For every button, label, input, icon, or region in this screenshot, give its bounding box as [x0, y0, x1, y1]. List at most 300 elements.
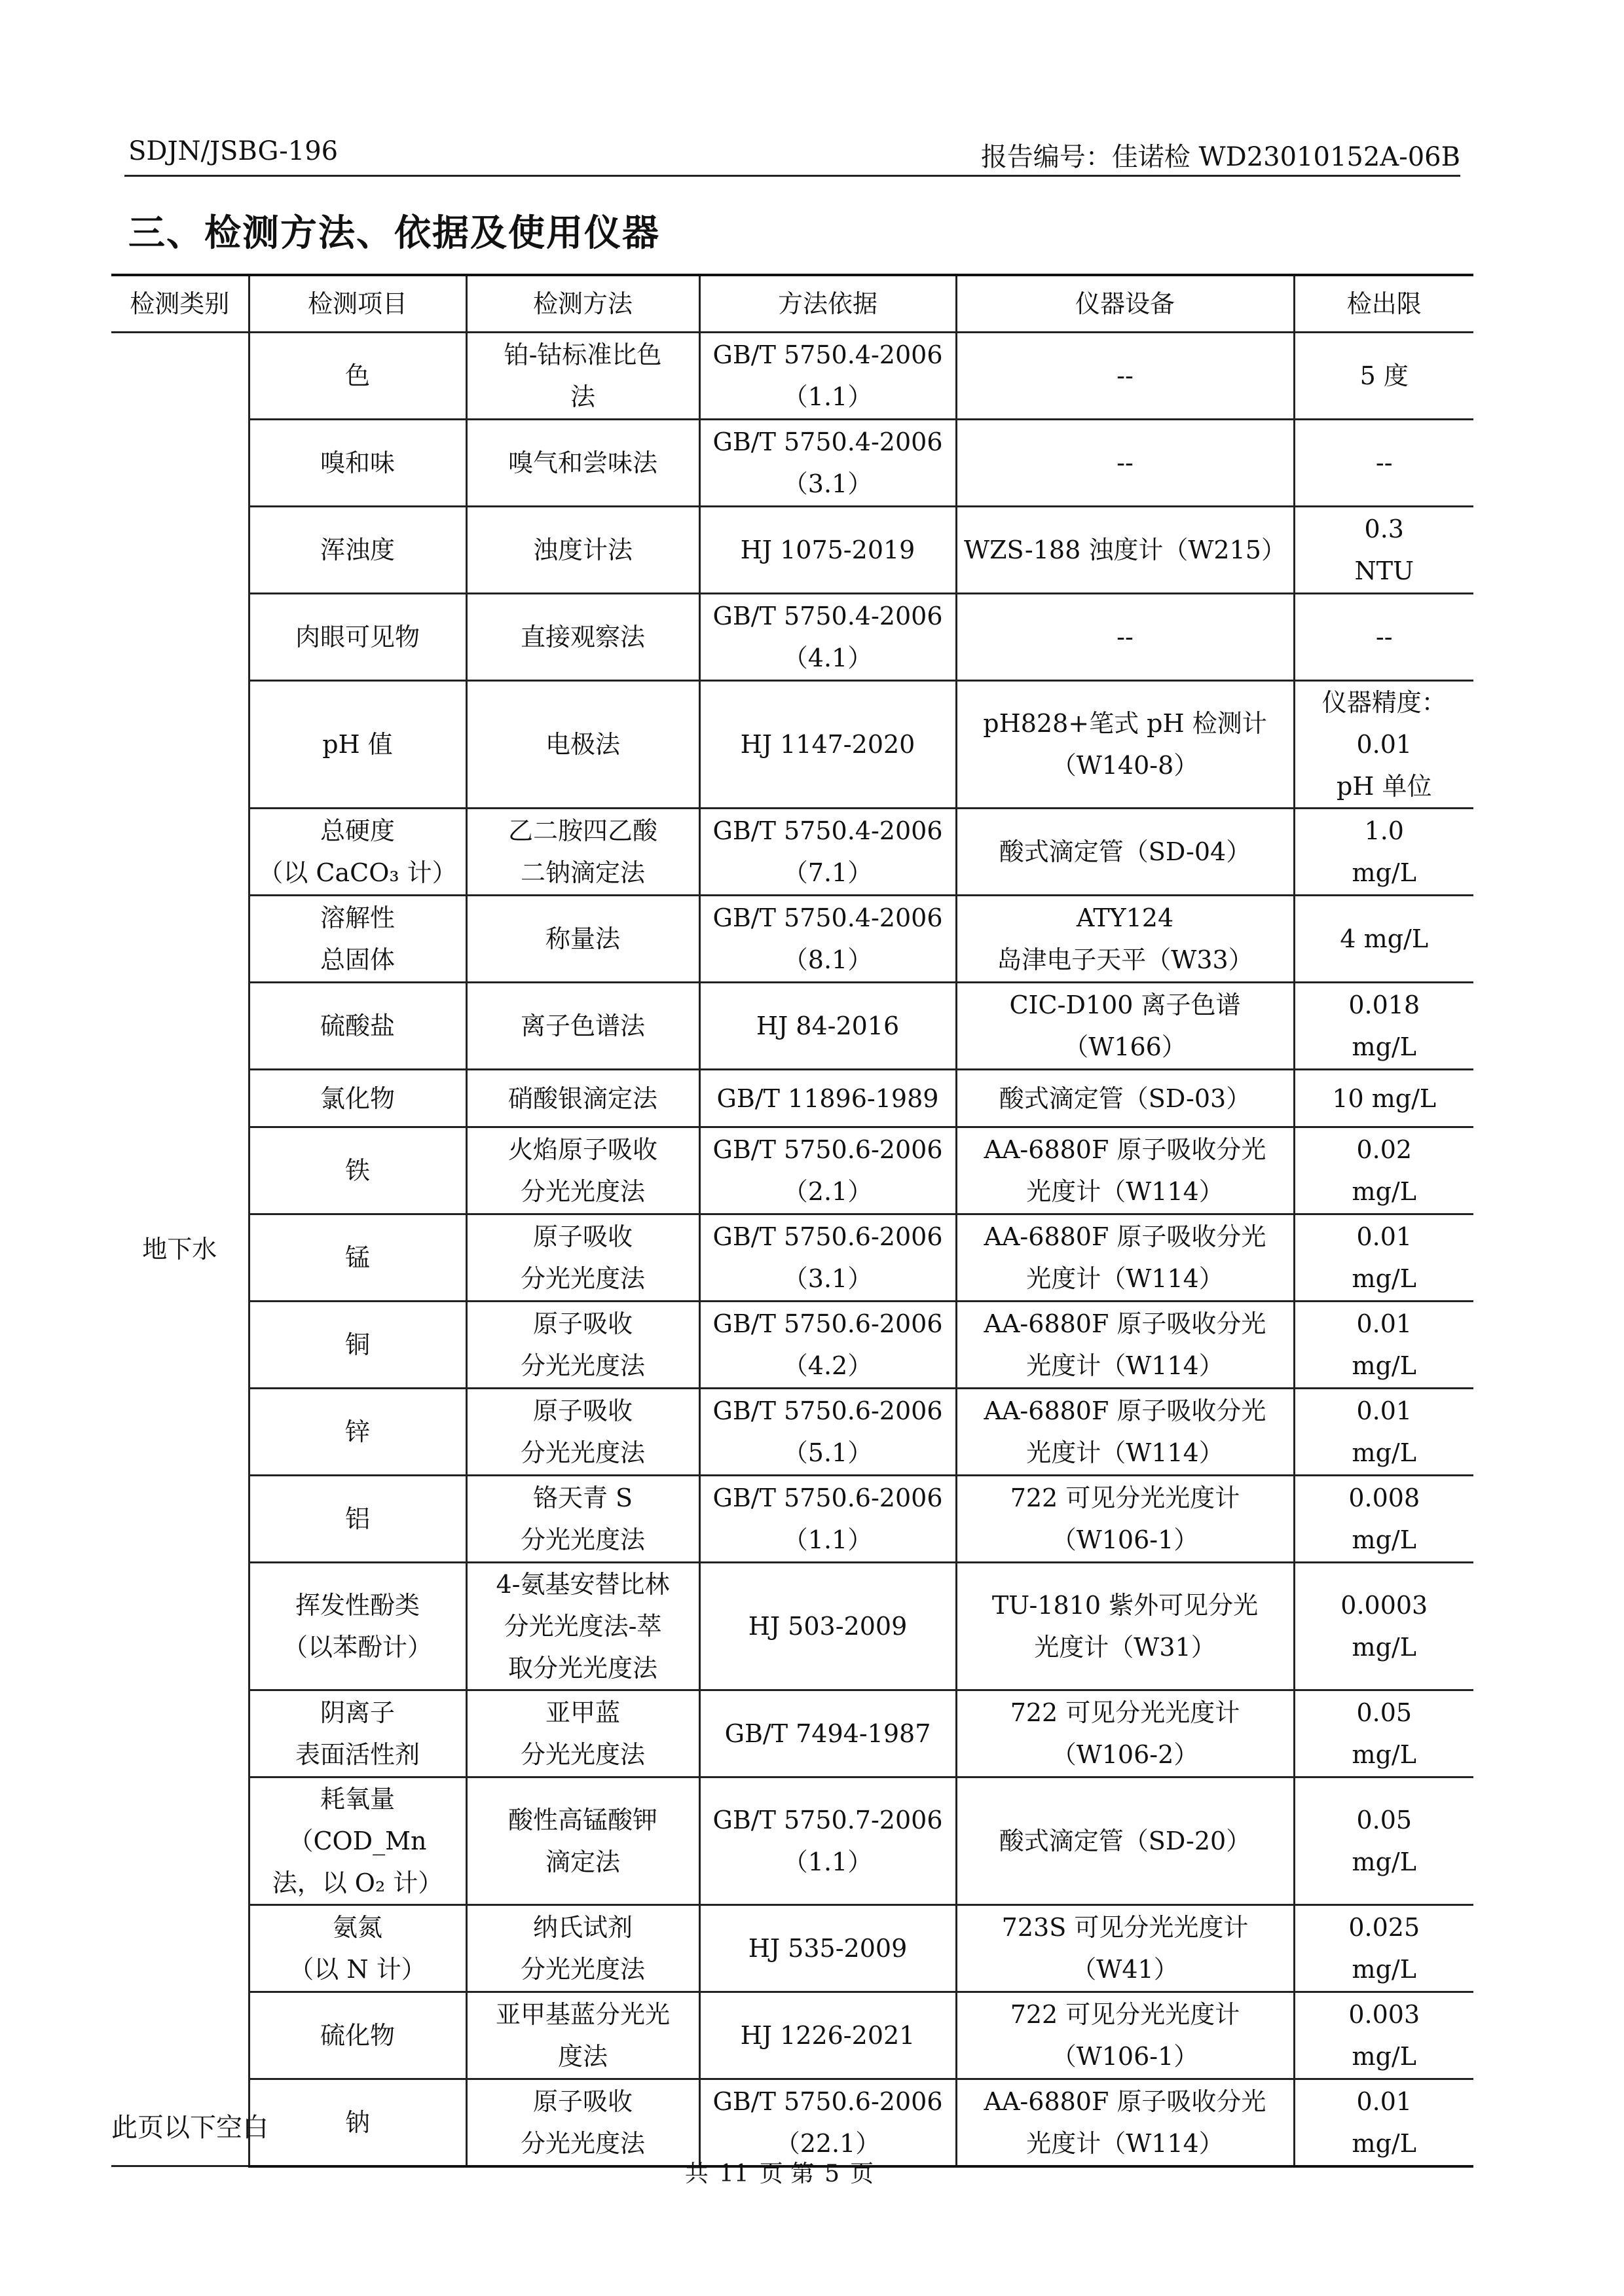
basis-cell-line: GB/T 5750.6-2006 [712, 1309, 943, 1338]
basis-cell [699, 1905, 956, 1992]
table-row [111, 809, 1473, 896]
limit-cell-line: mg/L [1352, 1032, 1416, 1061]
instrument-cell-line: WZS-188 浊度计（W215） [964, 536, 1286, 564]
instrument-cell [956, 1905, 1294, 1992]
method-cell-line: 分光光度法 [520, 1740, 645, 1769]
category-cell: 地下水 [111, 333, 249, 2166]
method-cell [466, 983, 699, 1070]
method-cell [466, 1070, 699, 1127]
method-cell-line: 直接观察法 [520, 623, 645, 651]
item-cell [249, 1777, 466, 1905]
limit-cell-line: mg/L [1352, 2128, 1416, 2158]
limit-cell-line: 0.01 [1356, 730, 1412, 759]
method-cell [466, 1214, 699, 1302]
item-cell [249, 1992, 466, 2079]
item-cell [249, 420, 466, 507]
page-total: 11 [718, 2160, 749, 2187]
method-cell-line: 法 [570, 382, 595, 411]
method-cell-line: 分光光度法 [520, 2128, 645, 2158]
instrument-cell-line: （W106-1） [1051, 2042, 1199, 2071]
basis-cell-line: （3.1） [783, 469, 873, 498]
item-cell-line: 硫酸盐 [320, 1011, 395, 1040]
item-cell-line: 浑浊度 [320, 536, 395, 564]
instrument-cell [956, 1690, 1294, 1777]
table-row [111, 681, 1473, 809]
method-cell-line: 电极法 [545, 730, 620, 759]
table-row [111, 1476, 1473, 1563]
method-cell [466, 1777, 699, 1905]
report-number: 报告编号：佳诺检 WD23010152A-06B [980, 142, 1460, 172]
method-cell [466, 1690, 699, 1777]
limit-cell-line: 10 mg/L [1332, 1084, 1437, 1113]
instrument-cell [956, 1563, 1294, 1690]
item-cell [249, 681, 466, 809]
basis-cell [699, 1302, 956, 1389]
basis-cell-line: （1.1） [783, 1525, 873, 1554]
basis-cell [699, 983, 956, 1070]
basis-cell [699, 594, 956, 681]
basis-cell-line: HJ 535-2009 [748, 1934, 908, 1963]
instrument-cell [956, 2079, 1294, 2166]
limit-cell-line: mg/L [1352, 858, 1416, 887]
basis-cell-line: HJ 84-2016 [756, 1011, 900, 1040]
instrument-cell [956, 333, 1294, 420]
instrument-cell [956, 1302, 1294, 1389]
instrument-cell-line: AA-6880F 原子吸收分光 [984, 1222, 1266, 1251]
instrument-cell-line: 光度计（W114） [1026, 1351, 1224, 1380]
method-cell [466, 507, 699, 594]
method-cell [466, 594, 699, 681]
instrument-cell [956, 1127, 1294, 1214]
limit-cell-line: -- [1375, 623, 1393, 651]
method-cell [466, 1389, 699, 1476]
limit-cell-line: 0.02 [1356, 1135, 1412, 1164]
method-cell [466, 1302, 699, 1389]
method-cell-line: 称量法 [545, 924, 620, 953]
limit-cell-line: 0.01 [1356, 1222, 1412, 1251]
basis-cell-line: GB/T 5750.6-2006 [712, 1396, 943, 1425]
instrument-cell-line: 酸式滴定管（SD-04） [999, 837, 1251, 866]
instrument-cell-line: 光度计（W114） [1026, 2128, 1224, 2158]
instrument-cell-line: 酸式滴定管（SD-20） [999, 1827, 1251, 1855]
item-cell-line: 总固体 [320, 945, 395, 974]
basis-cell-line: GB/T 5750.6-2006 [712, 1484, 943, 1512]
basis-cell [699, 681, 956, 809]
method-cell-line: 铂-钴标准比色 [504, 340, 662, 369]
limit-cell [1294, 1389, 1473, 1476]
blank-below-note: 此页以下空白 [111, 2113, 268, 2143]
basis-cell-line: GB/T 5750.6-2006 [712, 2086, 943, 2116]
instrument-cell [956, 1777, 1294, 1905]
limit-cell-line: -- [1375, 448, 1393, 477]
column-header: 方法依据 [699, 275, 956, 333]
basis-cell [699, 420, 956, 507]
method-cell-line: 乙二胺四乙酸 [507, 816, 657, 845]
item-cell-line: 肉眼可见物 [295, 623, 420, 651]
method-cell-line: 度法 [557, 2042, 608, 2071]
basis-cell-line: GB/T 7494-1987 [724, 1719, 931, 1748]
limit-cell [1294, 507, 1473, 594]
limit-cell-line: 0.05 [1356, 1806, 1412, 1834]
document-code: SDJN/JSBG-196 [128, 136, 339, 166]
item-cell [249, 809, 466, 896]
method-cell-line: 分光光度法 [520, 1177, 645, 1206]
basis-cell-line: （4.1） [783, 644, 873, 672]
instrument-cell-line: （W106-2） [1051, 1740, 1199, 1769]
instrument-cell-line: 光度计（W114） [1026, 1264, 1224, 1293]
limit-cell-line: mg/L [1352, 1955, 1416, 1984]
item-cell [249, 896, 466, 983]
basis-cell [699, 333, 956, 420]
instrument-cell [956, 896, 1294, 983]
basis-cell-line: HJ 1075-2019 [740, 536, 915, 564]
basis-cell [699, 507, 956, 594]
method-cell-line: 分光光度法 [520, 1264, 645, 1293]
basis-cell [699, 896, 956, 983]
item-cell-line: 铁 [344, 1156, 370, 1185]
page-mid-label: 页 第 [759, 2160, 815, 2187]
item-cell [249, 594, 466, 681]
item-cell [249, 507, 466, 594]
basis-cell-line: （4.2） [783, 1351, 873, 1380]
basis-cell-line: （1.1） [783, 382, 873, 411]
limit-cell-line: mg/L [1352, 1177, 1416, 1206]
item-cell-line: 溶解性 [320, 903, 395, 932]
method-cell [466, 896, 699, 983]
method-cell [466, 420, 699, 507]
item-cell-line: 嗅和味 [320, 448, 395, 477]
limit-cell-line: 0.003 [1348, 2000, 1420, 2029]
basis-cell-line: HJ 1226-2021 [740, 2021, 915, 2050]
basis-cell-line: GB/T 5750.6-2006 [712, 1135, 943, 1164]
limit-cell [1294, 681, 1473, 809]
instrument-cell [956, 1476, 1294, 1563]
instrument-cell-line: （W166） [1063, 1032, 1187, 1061]
limit-cell-line: NTU [1354, 556, 1414, 585]
instrument-cell-line: 岛津电子天平（W33） [997, 945, 1253, 974]
instrument-cell-line: pH828+笔式 pH 检测计 [983, 709, 1267, 738]
limit-cell-line: 0.01 [1356, 2086, 1412, 2116]
method-cell-line: 分光光度法 [520, 1955, 645, 1984]
limit-cell [1294, 896, 1473, 983]
limit-cell-line: 0.0003 [1340, 1591, 1428, 1620]
table-row [111, 1563, 1473, 1690]
instrument-cell [956, 1389, 1294, 1476]
basis-cell [699, 1070, 956, 1127]
limit-cell-line: mg/L [1352, 1264, 1416, 1293]
instrument-cell [956, 1214, 1294, 1302]
instrument-cell-line: （W41） [1071, 1955, 1179, 1984]
page-number [0, 2155, 1559, 2189]
item-cell [249, 1214, 466, 1302]
column-header: 检出限 [1294, 275, 1473, 333]
instrument-cell-line: 光度计（W114） [1026, 1438, 1224, 1467]
limit-cell [1294, 594, 1473, 681]
item-cell-line: 耗氧量（COD_Mn [288, 1785, 427, 1855]
instrument-cell [956, 1992, 1294, 2079]
table-row [111, 1777, 1473, 1905]
item-cell-line: （以 N 计） [289, 1955, 426, 1984]
basis-cell-line: GB/T 5750.4-2006 [712, 602, 943, 630]
method-cell-line: 4-氨基安替比林 [496, 1570, 670, 1599]
limit-cell-line: 0.018 [1348, 991, 1420, 1019]
item-cell-line: 氨氮 [332, 1913, 382, 1942]
table-row [111, 2079, 1473, 2166]
item-cell-line: 铜 [344, 1330, 370, 1359]
limit-cell [1294, 1690, 1473, 1777]
basis-cell [699, 809, 956, 896]
method-cell-line: 火焰原子吸收 [507, 1135, 657, 1164]
item-cell-line: 表面活性剂 [295, 1740, 420, 1769]
page-current: 5 [824, 2160, 840, 2187]
basis-cell-line: （5.1） [783, 1438, 873, 1467]
basis-cell-line: （3.1） [783, 1264, 873, 1293]
item-cell-line: 色 [344, 361, 370, 390]
basis-cell-line: （22.1） [775, 2128, 881, 2158]
basis-cell-line: GB/T 5750.4-2006 [712, 340, 943, 369]
basis-cell-line: GB/T 5750.7-2006 [712, 1806, 943, 1834]
basis-cell-line: （2.1） [783, 1177, 873, 1206]
method-cell-line: 浊度计法 [532, 536, 633, 564]
item-cell-line: 阴离子 [320, 1698, 395, 1727]
method-cell [466, 1992, 699, 2079]
limit-cell-line: mg/L [1352, 1848, 1416, 1876]
limit-cell-line: 0.01 [1356, 1396, 1412, 1425]
item-cell [249, 1563, 466, 1690]
table-row [111, 1690, 1473, 1777]
limit-cell [1294, 1992, 1473, 2079]
basis-cell [699, 1992, 956, 2079]
basis-cell [699, 1563, 956, 1690]
limit-cell-line: 0.025 [1348, 1913, 1420, 1942]
instrument-cell-line: 722 可见分光光度计 [1010, 1484, 1240, 1512]
instrument-cell-line: CIC-D100 离子色谱 [1009, 991, 1241, 1019]
instrument-cell-line: 酸式滴定管（SD-03） [999, 1084, 1251, 1113]
methods-table [111, 274, 1473, 2168]
method-cell-line: 分光光度法 [520, 1525, 645, 1554]
limit-cell-line: pH 单位 [1336, 772, 1432, 801]
instrument-cell-line: AA-6880F 原子吸收分光 [984, 2086, 1266, 2116]
limit-cell-line: 1.0 [1364, 816, 1404, 845]
method-cell [466, 1476, 699, 1563]
table-row [111, 594, 1473, 681]
table-row [111, 507, 1473, 594]
page-total-label: 共 [684, 2160, 709, 2187]
table-row [111, 1214, 1473, 1302]
basis-cell-line: GB/T 5750.4-2006 [712, 816, 943, 845]
item-cell [249, 1905, 466, 1992]
limit-cell-line: 仪器精度： [1321, 688, 1447, 717]
method-cell-line: 分光光度法-萃 [504, 1612, 662, 1641]
instrument-cell-line: AA-6880F 原子吸收分光 [984, 1396, 1266, 1425]
limit-cell-line: mg/L [1352, 1740, 1416, 1769]
item-cell-line: 硫化物 [320, 2021, 395, 2050]
method-cell-line: 二钠滴定法 [520, 858, 645, 887]
basis-cell-line: GB/T 11896-1989 [716, 1084, 939, 1113]
method-cell-line: 原子吸收 [532, 2086, 633, 2116]
limit-cell-line: 0.05 [1356, 1698, 1412, 1727]
table-row [111, 1302, 1473, 1389]
column-header: 检测项目 [249, 275, 466, 333]
basis-cell-line: HJ 503-2009 [748, 1612, 908, 1641]
instrument-cell [956, 681, 1294, 809]
instrument-cell-line: TU-1810 紫外可见分光 [991, 1591, 1259, 1620]
item-cell [249, 1389, 466, 1476]
limit-cell [1294, 1302, 1473, 1389]
limit-cell-line: mg/L [1352, 2042, 1416, 2071]
limit-cell-line: mg/L [1352, 1525, 1416, 1554]
method-cell-line: 亚甲基蓝分光光 [495, 2000, 670, 2029]
limit-cell [1294, 1127, 1473, 1214]
method-cell-line: 原子吸收 [532, 1222, 633, 1251]
item-cell-line: 铝 [344, 1504, 370, 1533]
column-header: 检测类别 [111, 275, 249, 333]
limit-cell-line: 4 mg/L [1340, 924, 1429, 953]
instrument-cell [956, 420, 1294, 507]
basis-cell-line: （7.1） [783, 858, 873, 887]
instrument-cell-line: -- [1116, 448, 1134, 477]
basis-cell [699, 1690, 956, 1777]
table-row [111, 983, 1473, 1070]
limit-cell [1294, 1777, 1473, 1905]
section-title: 三、检测方法、依据及使用仪器 [128, 211, 660, 255]
limit-cell [1294, 420, 1473, 507]
limit-cell [1294, 1905, 1473, 1992]
basis-cell [699, 1476, 956, 1563]
table-row [111, 1992, 1473, 2079]
instrument-cell [956, 809, 1294, 896]
item-cell-line: 法，以 O₂ 计） [272, 1868, 443, 1897]
item-cell [249, 1302, 466, 1389]
instrument-cell-line: 光度计（W31） [1034, 1633, 1216, 1662]
limit-cell-line: mg/L [1352, 1633, 1416, 1662]
basis-cell-line: GB/T 5750.4-2006 [712, 428, 943, 456]
item-cell [249, 1476, 466, 1563]
method-cell-line: 滴定法 [545, 1848, 620, 1876]
item-cell-line: 钠 [344, 2107, 370, 2137]
item-cell [249, 2079, 466, 2166]
table-row [111, 333, 1473, 420]
basis-cell-line: GB/T 5750.4-2006 [712, 903, 943, 932]
method-cell-line: 分光光度法 [520, 1351, 645, 1380]
method-cell-line: 嗅气和尝味法 [507, 448, 657, 477]
instrument-cell [956, 507, 1294, 594]
instrument-cell-line: 光度计（W114） [1026, 1177, 1224, 1206]
method-cell-line: 原子吸收 [532, 1396, 633, 1425]
instrument-cell-line: 722 可见分光光度计 [1010, 1698, 1240, 1727]
basis-cell-line: GB/T 5750.6-2006 [712, 1222, 943, 1251]
item-cell-line: pH 值 [322, 730, 393, 759]
page-end-label: 页 [850, 2160, 874, 2187]
instrument-cell-line: 723S 可见分光光度计 [1001, 1913, 1249, 1942]
instrument-cell-line: （W106-1） [1051, 1525, 1199, 1554]
table-body [111, 333, 1473, 2166]
method-cell [466, 2079, 699, 2166]
method-cell-line: 亚甲蓝 [545, 1698, 620, 1727]
limit-cell-line: 0.3 [1364, 515, 1404, 543]
limit-cell-line: mg/L [1352, 1351, 1416, 1380]
method-cell [466, 681, 699, 809]
method-cell [466, 1905, 699, 1992]
limit-cell-line: 5 度 [1359, 361, 1409, 390]
method-cell-line: 分光光度法 [520, 1438, 645, 1467]
method-cell-line: 酸性高锰酸钾 [507, 1806, 657, 1834]
instrument-cell-line: ATY124 [1076, 903, 1174, 932]
instrument-cell-line: AA-6880F 原子吸收分光 [984, 1309, 1266, 1338]
column-header: 检测方法 [466, 275, 699, 333]
table-row [111, 1905, 1473, 1992]
item-cell-line: 锰 [344, 1243, 370, 1272]
method-cell [466, 1563, 699, 1690]
instrument-cell-line: -- [1116, 623, 1134, 651]
limit-cell-line: 0.01 [1356, 1309, 1412, 1338]
table-row [111, 420, 1473, 507]
basis-cell [699, 2079, 956, 2166]
limit-cell-line: mg/L [1352, 1438, 1416, 1467]
method-cell-line: 硝酸银滴定法 [507, 1084, 657, 1113]
limit-cell [1294, 1070, 1473, 1127]
instrument-cell-line: -- [1116, 361, 1134, 390]
method-cell [466, 333, 699, 420]
item-cell-line: 氯化物 [320, 1084, 395, 1113]
limit-cell [1294, 1214, 1473, 1302]
table-header-row [111, 275, 1473, 333]
limit-cell [1294, 809, 1473, 896]
basis-cell-line: HJ 1147-2020 [740, 730, 915, 759]
method-cell-line: 铬天青 S [532, 1484, 633, 1512]
method-cell-line: 取分光光度法 [507, 1654, 657, 1683]
column-header: 仪器设备 [956, 275, 1294, 333]
basis-cell [699, 1389, 956, 1476]
basis-cell [699, 1777, 956, 1905]
table-row [111, 1070, 1473, 1127]
item-cell [249, 1690, 466, 1777]
limit-cell [1294, 983, 1473, 1070]
item-cell [249, 333, 466, 420]
header-rule [124, 175, 1460, 177]
basis-cell [699, 1127, 956, 1214]
item-cell-line: 挥发性酚类 [295, 1591, 420, 1620]
basis-cell-line: （1.1） [783, 1848, 873, 1876]
table-row [111, 1389, 1473, 1476]
limit-cell-line: 0.008 [1348, 1484, 1420, 1512]
instrument-cell [956, 594, 1294, 681]
item-cell-line: 总硬度 [320, 816, 395, 845]
method-cell [466, 809, 699, 896]
method-cell-line: 纳氏试剂 [532, 1913, 633, 1942]
limit-cell [1294, 333, 1473, 420]
item-cell [249, 1127, 466, 1214]
item-cell [249, 983, 466, 1070]
basis-cell-line: （8.1） [783, 945, 873, 974]
limit-cell [1294, 1563, 1473, 1690]
method-cell-line: 原子吸收 [532, 1309, 633, 1338]
item-cell-line: （以 CaCO₃ 计） [258, 858, 457, 887]
instrument-cell-line: 722 可见分光光度计 [1010, 2000, 1240, 2029]
item-cell-line: 锌 [344, 1417, 370, 1446]
limit-cell [1294, 1476, 1473, 1563]
table-row [111, 1127, 1473, 1214]
method-cell [466, 1127, 699, 1214]
table-row [111, 896, 1473, 983]
instrument-cell [956, 983, 1294, 1070]
basis-cell [699, 1214, 956, 1302]
instrument-cell [956, 1070, 1294, 1127]
item-cell-line: （以苯酚计） [282, 1633, 432, 1662]
instrument-cell-line: （W140-8） [1051, 751, 1199, 780]
instrument-cell-line: AA-6880F 原子吸收分光 [984, 1135, 1266, 1164]
method-cell-line: 离子色谱法 [520, 1011, 645, 1040]
